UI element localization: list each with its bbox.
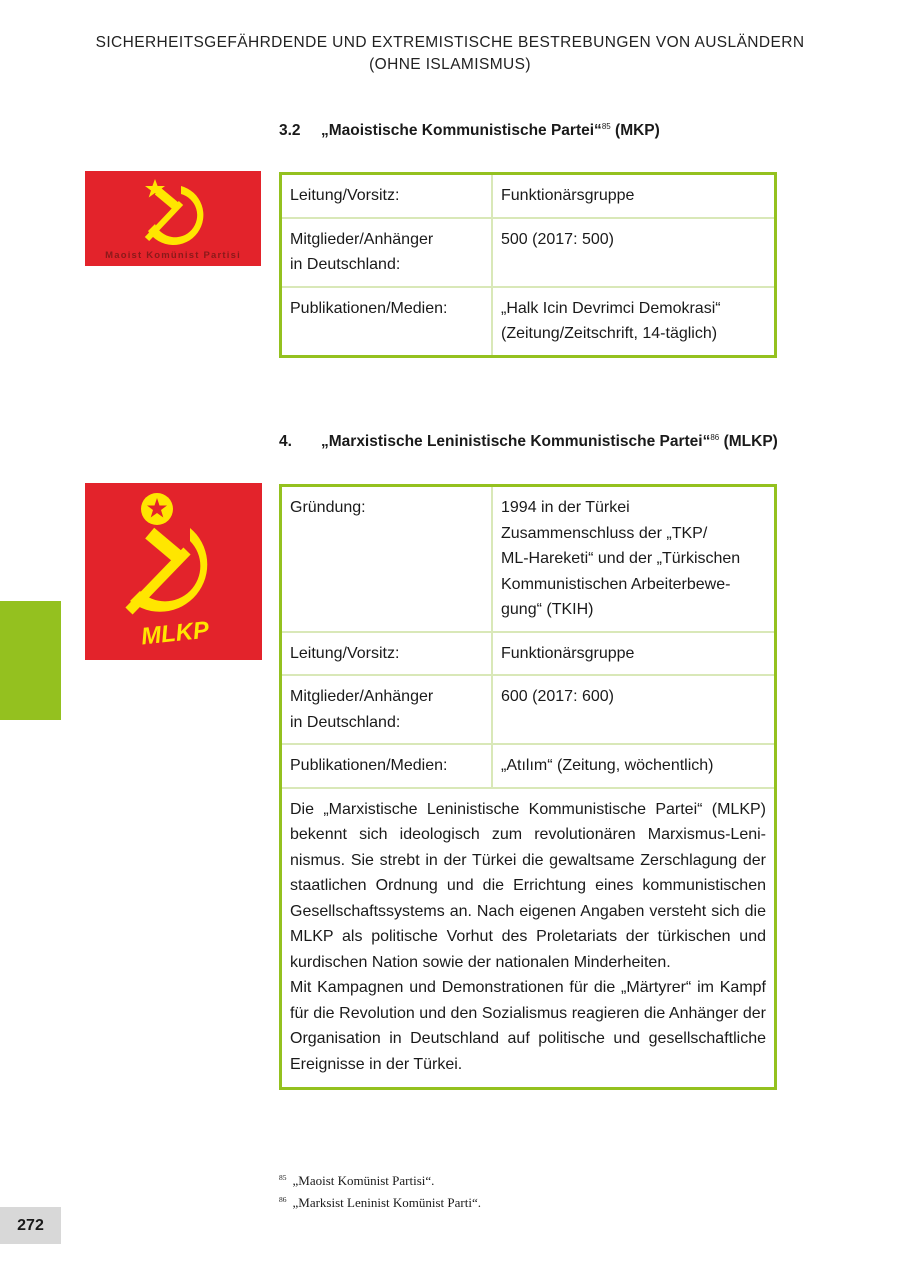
footnote: $^{86}$ „Marksist Leninist Komünist Parti“. bbox=[279, 1195, 481, 1210]
row-value: „Halk Icin Devrimci Demokrasi“ (Zeitung/Zeitschrift, 14-täglich) bbox=[492, 287, 776, 357]
table-row bbox=[281, 486, 776, 632]
row-value: 600 (2017: 600) bbox=[492, 675, 776, 744]
description-paragraph: Die „Marxistische Leninistische Kommunistische Partei“ (MLKP) bekennt sich ideologisch zum revolutionären Marxismus-Leninismus. Sie strebt in der Türkei die gewaltsame Zerschlagung der staatlichen Ordnung und die Errichtung eines kommunistischen Gesellschaftssystems an. Nach eigenen Angaben versteht sich die MLKP als politische Vorhut des Proletariats der türkischen und kurdischen Nation sowie der nationalen Minderheiten. bbox=[290, 800, 766, 971]
section-name: „Marxistische Leninistische Kommunistische Partei“ bbox=[321, 433, 711, 450]
mlkp-info-table bbox=[279, 484, 777, 1090]
row-value: 1994 in der Türkei Zusammenschluss der „TKP/ ML-Hareketi“ und der „Türkischen Kommunistischen Arbeiterbewe- gung“ (TKIH) bbox=[492, 486, 776, 632]
row-value: 500 (2017: 500) bbox=[492, 218, 776, 287]
section-abbr: (MKP) bbox=[615, 122, 660, 139]
row-label: Publikationen/Medien: bbox=[281, 287, 493, 357]
row-label: Mitglieder/Anhänger in Deutschland: bbox=[281, 675, 493, 744]
running-header-line1: SICHERHEITSGEFÄHRDENDE UND EXTREMISTISCHE BESTREBUNGEN VON AUSLÄNDERN bbox=[95, 34, 805, 51]
row-label: Leitung/Vorsitz: bbox=[281, 174, 493, 218]
table-row bbox=[281, 287, 776, 357]
section-name: „Maoistische Kommunistische Partei“ bbox=[321, 122, 602, 139]
running-header bbox=[0, 32, 900, 76]
section-number: 4. bbox=[279, 433, 292, 450]
page-number: 272 bbox=[0, 1207, 61, 1244]
section-abbr: (MLKP) bbox=[723, 433, 778, 450]
footnote: $^{85}$ „Maoist Komünist Partisi“. bbox=[279, 1173, 435, 1188]
description-paragraph: Mit Kampagnen und Demonstrationen für die „Märtyrer“ im Kampf für die Revolution und den Sozialismus reagieren die Anhänger der Organisation in Deutschland auf politische und gesellschaftliche Ereignisse in der Türkei. bbox=[290, 979, 766, 1073]
hammer-sickle-star-icon bbox=[85, 483, 262, 660]
table-row bbox=[281, 744, 776, 788]
table-row bbox=[281, 675, 776, 744]
row-label: Publikationen/Medien: bbox=[281, 744, 493, 788]
row-value: „Atılım“ (Zeitung, wöchentlich) bbox=[492, 744, 776, 788]
row-label: Mitglieder/Anhänger in Deutschland: bbox=[281, 218, 493, 287]
row-value: Funktionärsgruppe bbox=[492, 174, 776, 218]
footnote-ref: 85 bbox=[601, 122, 611, 131]
hammer-sickle-star-icon bbox=[85, 171, 261, 266]
running-header-line2: (OHNE ISLAMISMUS) bbox=[369, 56, 531, 73]
table-row bbox=[281, 218, 776, 287]
footnotes bbox=[279, 1168, 481, 1212]
table-row bbox=[281, 174, 776, 218]
footnote-ref: 86 bbox=[710, 433, 720, 442]
chapter-tab bbox=[0, 601, 61, 720]
mlkp-logo bbox=[85, 483, 262, 660]
row-value: Funktionärsgruppe bbox=[492, 632, 776, 676]
mkp-logo bbox=[85, 171, 261, 266]
row-label: Leitung/Vorsitz: bbox=[281, 632, 493, 676]
table-row bbox=[281, 788, 776, 1089]
mkp-logo-text: Maoist Komünist Partisi bbox=[105, 250, 241, 261]
description-cell bbox=[281, 788, 776, 1089]
mlkp-logo-text: MLKP bbox=[139, 616, 211, 651]
row-label: Gründung: bbox=[281, 486, 493, 632]
table-row bbox=[281, 632, 776, 676]
mkp-info-table bbox=[279, 172, 777, 358]
section-title-mkp bbox=[279, 122, 660, 140]
section-number: 3.2 bbox=[279, 122, 301, 139]
section-title-mlkp bbox=[279, 433, 778, 451]
